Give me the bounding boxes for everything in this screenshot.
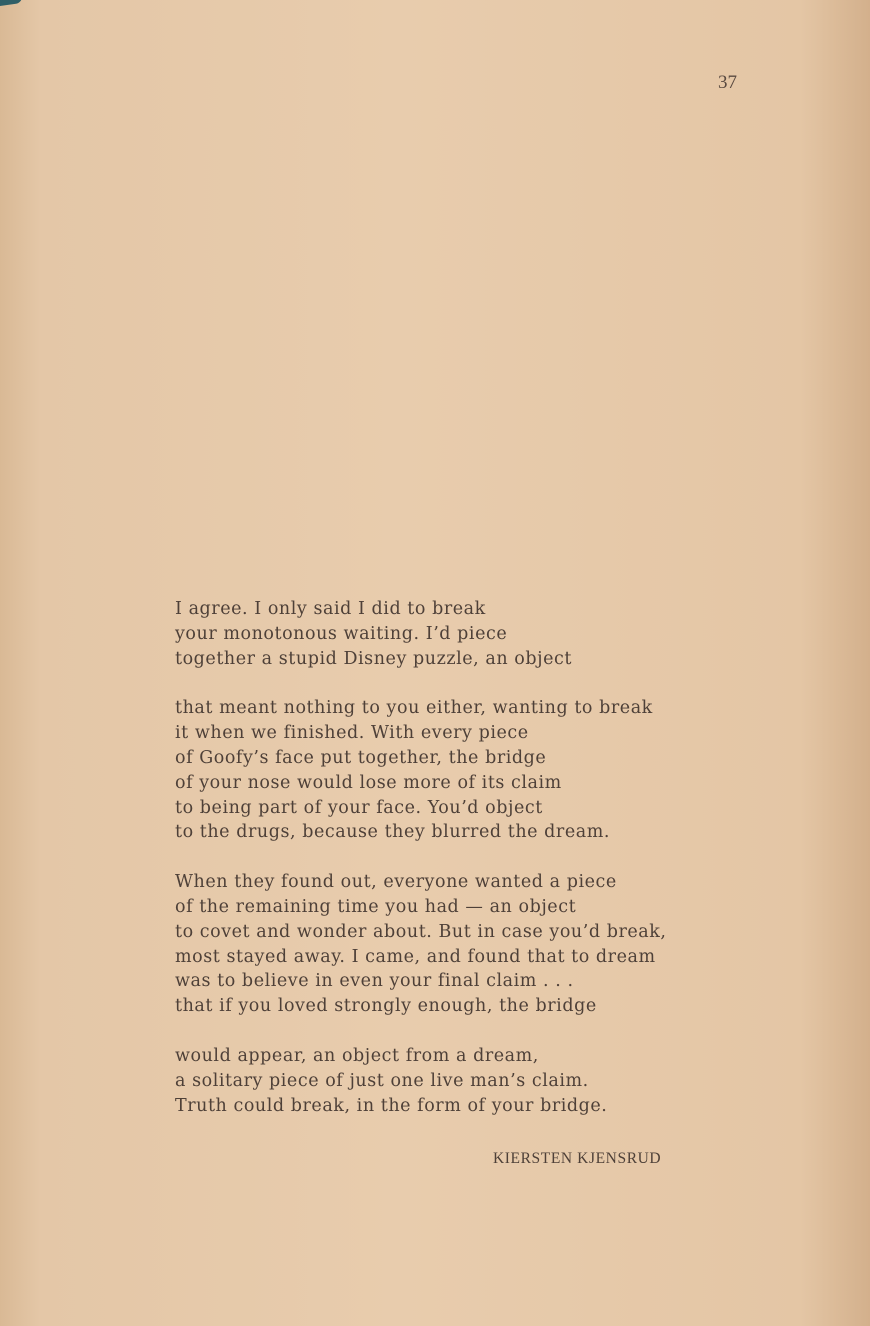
poem-line: to covet and wonder about. But in case you’d break, [175,921,667,942]
poem-line: together a stupid Disney puzzle, an object [175,648,572,669]
poem-line: a solitary piece of just one live man’s claim. [175,1070,589,1091]
author-name: KIERSTEN KJENSRUD [493,1150,662,1167]
poem-line: Truth could break, in the form of your bridge. [175,1095,608,1116]
stanza-4 [175,1044,735,1118]
poem-line: of the remaining time you had — an object [175,896,577,917]
poem-line: of Goofy’s face put together, the bridge [175,747,547,768]
poem-line: to the drugs, because they blurred the dream. [175,822,610,843]
poem-line: to being part of your face. You’d object [175,797,543,818]
stanza-1 [175,597,735,671]
poem-line: your monotonous waiting. I’d piece [175,623,508,644]
poem [175,597,735,1143]
stanza-2 [175,696,735,845]
poem-line: of your nose would lose more of its claim [175,772,562,793]
poem-line: that meant nothing to you either, wanting to break [175,698,653,719]
stanza-3 [175,870,735,1019]
poem-line: When they found out, everyone wanted a piece [175,872,617,893]
poem-line: most stayed away. I came, and found that to dream [175,946,656,967]
page-number: 37 [718,72,737,93]
poem-line: it when we finished. With every piece [175,723,529,744]
poem-line: was to believe in even your final claim . . . [175,971,574,992]
corner-mark [0,0,22,6]
poem-line: that if you loved strongly enough, the bridge [175,996,597,1017]
poem-line: I agree. I only said I did to break [175,599,486,619]
poem-line: would appear, an object from a dream, [175,1045,539,1066]
